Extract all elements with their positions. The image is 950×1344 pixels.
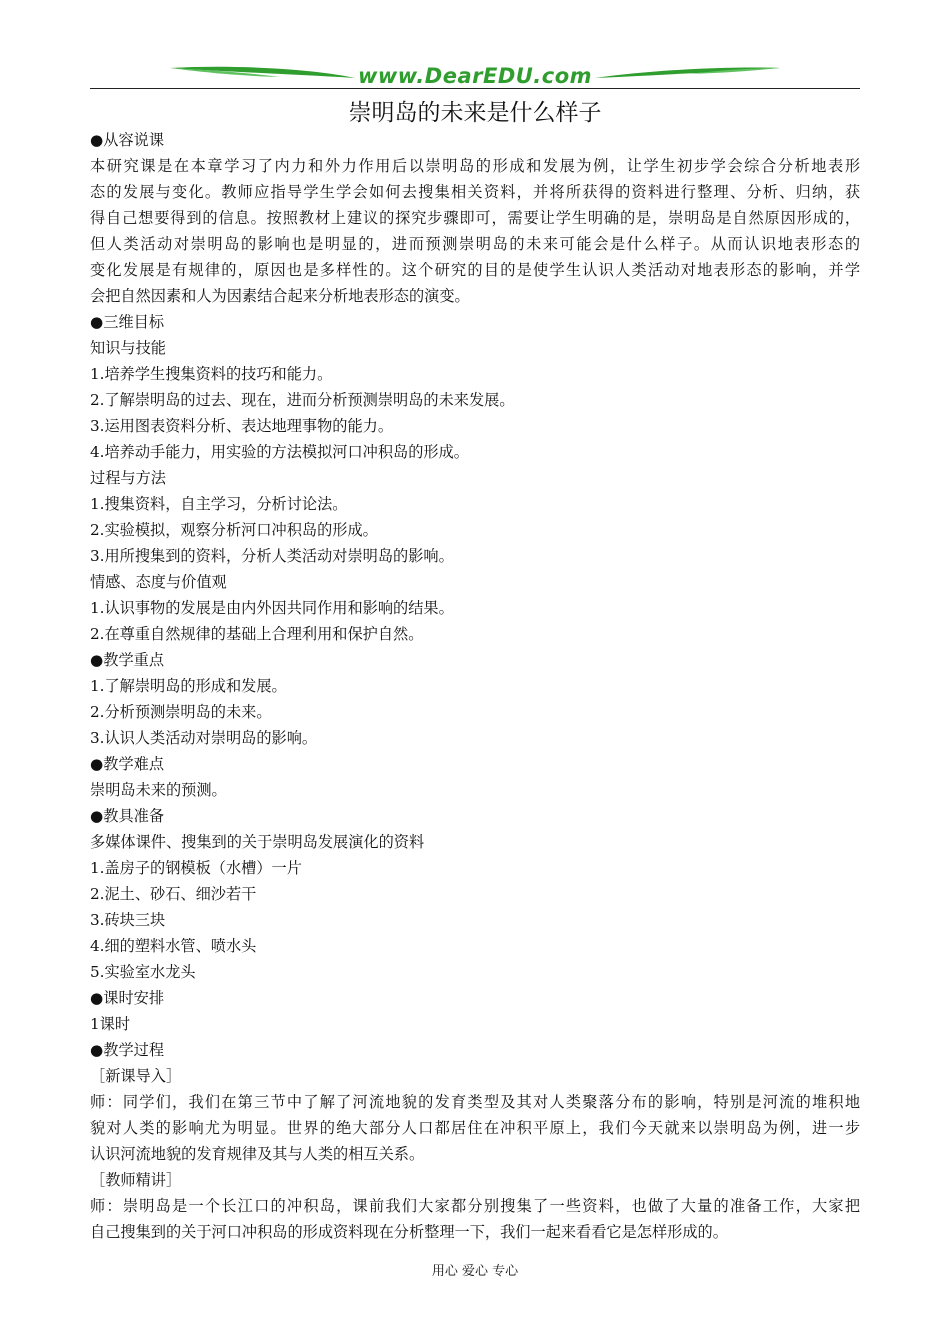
- list-item: 1.盖房子的钢模板（水槽）一片: [90, 859, 302, 877]
- section-heading: ●教学难点: [90, 755, 165, 773]
- document-title: 崇明岛的未来是什么样子: [348, 100, 602, 126]
- list-item: 2.泥土、砂石、细沙若干: [90, 885, 257, 903]
- paragraph-line: 多媒体课件、搜集到的关于崇明岛发展演化的资料: [90, 833, 425, 851]
- paragraph-line: 会把自然因素和人为因素结合起来分析地表形态的演变。: [90, 287, 470, 305]
- paragraph-line: 师：崇明岛是一个长江口的冲积岛，课前我们大家都分别搜集了一些资料，也做了大量的准备工作，大家把: [90, 1197, 860, 1215]
- paragraph-line: 得自己想要得到的信息。按照教材上建议的探究步骤即可，需要让学生明确的是，崇明岛是自然原因形成的，: [90, 209, 860, 227]
- section-heading: ●教学过程: [90, 1041, 165, 1059]
- paragraph-line: 自己搜集到的关于河口冲积岛的形成资料现在分析整理一下，我们一起来看看它是怎样形成的。: [90, 1223, 728, 1241]
- list-item: 3.砖块三块: [90, 911, 166, 929]
- subheading: 过程与方法: [90, 469, 166, 487]
- paragraph-line: 本研究课是在本章学习了内力和外力作用后以崇明岛的形成和发展为例，让学生初步学会综合分析地表形: [90, 157, 860, 175]
- paragraph-line: 但人类活动对崇明岛的影响也是明显的，进而预测崇明岛的未来可能会是什么样子。从而认识地表形态的: [90, 235, 860, 253]
- header-rule: [90, 88, 860, 89]
- paragraph-line: 师：同学们，我们在第三节中了解了河流地貌的发育类型及其对人类聚落分布的影响，特别是河流的堆积地: [90, 1093, 860, 1111]
- section-heading: ●三维目标: [90, 313, 165, 331]
- list-item: 1.了解崇明岛的形成和发展。: [90, 677, 287, 695]
- list-item: 1.搜集资料，自主学习，分析讨论法。: [90, 495, 348, 513]
- list-item: 5.实验室水龙头: [90, 963, 196, 981]
- paragraph-line: 1课时: [90, 1015, 131, 1033]
- document-body: [90, 127, 860, 1245]
- section-heading: ●课时安排: [90, 989, 165, 1007]
- subheading: 知识与技能: [90, 339, 166, 357]
- section-heading: ●从容说课: [90, 131, 165, 149]
- site-header: [90, 58, 860, 92]
- list-item: 4.细的塑料水管、喷水头: [90, 937, 257, 955]
- section-heading: ●教学重点: [90, 651, 165, 669]
- paragraph-line: 变化发展是有规律的，原因也是多样性的。这个研究的目的是使学生认识人类活动对地表形态的影响，并学: [90, 261, 860, 279]
- paragraph-line: 崇明岛未来的预测。: [90, 781, 227, 799]
- subheading: 情感、态度与价值观: [90, 573, 227, 591]
- list-item: 3.运用图表资料分析、表达地理事物的能力。: [90, 417, 394, 435]
- list-item: 3.认识人类活动对崇明岛的影响。: [90, 729, 318, 747]
- bracket-heading: ［教师精讲］: [90, 1171, 182, 1189]
- list-item: 2.实验模拟，观察分析河口冲积岛的形成。: [90, 521, 378, 539]
- list-item: 1.认识事物的发展是由内外因共同作用和影响的结果。: [90, 599, 454, 617]
- section-heading: ●教具准备: [90, 807, 165, 825]
- list-item: 2.了解崇明岛的过去、现在，进而分析预测崇明岛的未来发展。: [90, 391, 515, 409]
- bracket-heading: ［新课导入］: [90, 1067, 182, 1085]
- list-item: 2.在尊重自然规律的基础上合理利用和保护自然。: [90, 625, 424, 643]
- list-item: 2.分析预测崇明岛的未来。: [90, 703, 272, 721]
- paragraph-line: 貌对人类的影响尤为明显。世界的绝大部分人口都居住在冲积平原上，我们今天就来以崇明岛为例，进一步: [90, 1119, 860, 1137]
- page-footer: 用心 爱心 专心: [431, 1264, 519, 1279]
- paragraph-line: 态的发展与变化。教师应指导学生学会如何去搜集相关资料，并将所获得的资料进行整理、分析、归纳，获: [90, 183, 860, 201]
- list-item: 1.培养学生搜集资料的技巧和能力。: [90, 365, 333, 383]
- list-item: 4.培养动手能力，用实验的方法模拟河口冲积岛的形成。: [90, 443, 469, 461]
- paragraph-line: 认识河流地貌的发育规律及其与人类的相互关系。: [90, 1145, 425, 1163]
- list-item: 3.用所搜集到的资料，分析人类活动对崇明岛的影响。: [90, 547, 454, 565]
- site-url: www.DearEDU.com: [357, 64, 593, 88]
